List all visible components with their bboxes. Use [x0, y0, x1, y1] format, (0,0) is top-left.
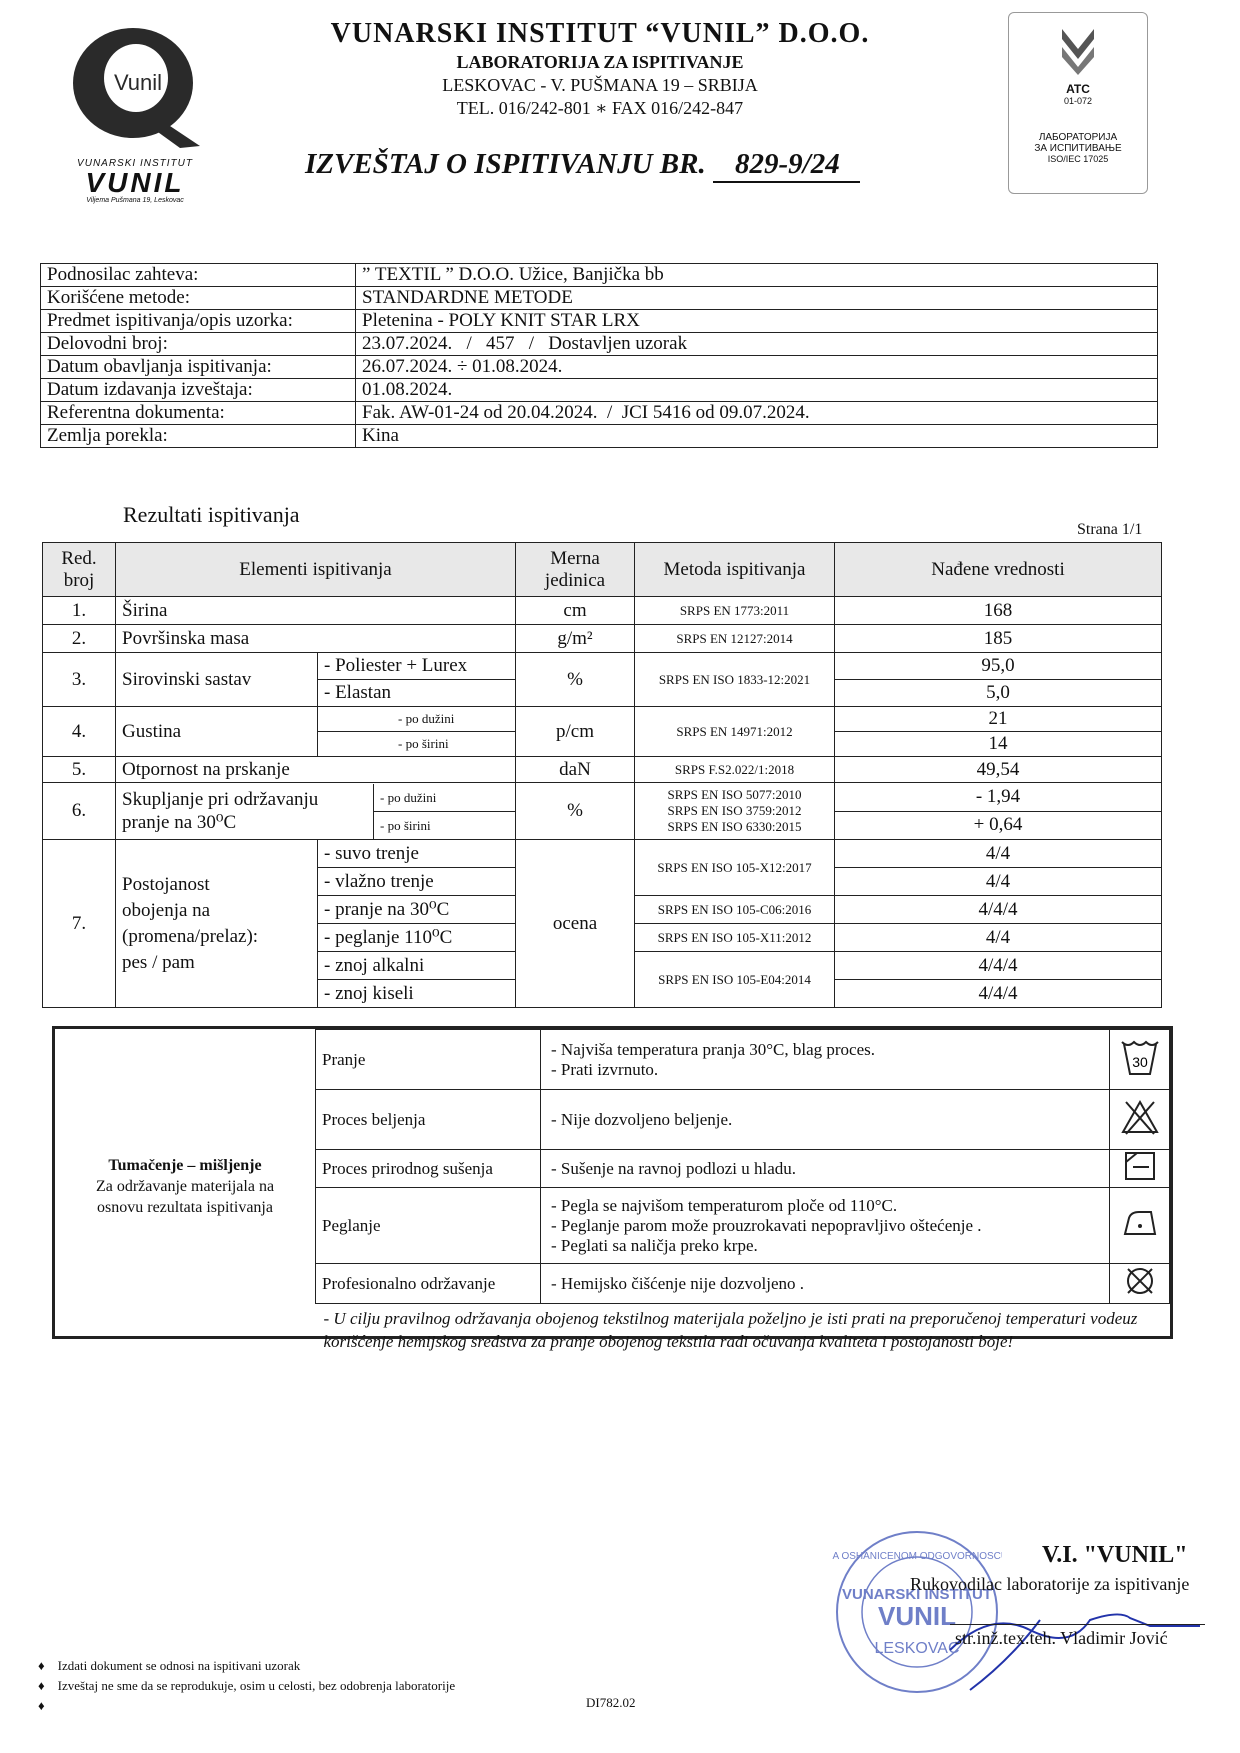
- table-row: [41, 310, 1158, 333]
- signatory-org: V.I. "VUNIL": [1042, 1542, 1188, 1568]
- table-row: [41, 264, 1158, 287]
- table-row: [41, 333, 1158, 356]
- lab-subtitle: LABORATORIJA ZA ISPITIVANJE: [456, 52, 744, 72]
- sub-element: - peglanje 110⁰C: [318, 924, 516, 952]
- unit-cell: cm: [516, 597, 635, 625]
- sub-element: - Elastan: [318, 680, 516, 707]
- value-cell: 4/4/4: [835, 980, 1162, 1008]
- results-heading: Rezultati ispitivanja: [123, 502, 300, 527]
- institute-title: VUNARSKI INSTITUT “VUNIL” D.O.O.: [330, 18, 870, 49]
- care-line: - Sušenje na ravnoj podlozi u hladu.: [541, 1150, 1110, 1188]
- table-row: [316, 1150, 1170, 1188]
- table-row: [316, 1030, 1170, 1090]
- table-row: [43, 625, 1162, 653]
- care-line: - Peglanje parom može prouzrokavati nepopravljivo oštećenje .: [551, 1215, 982, 1235]
- results-rows: [43, 543, 1162, 1008]
- care-table: [315, 1029, 1170, 1356]
- shrinkage-name-line2: pranje na 30⁰C: [122, 811, 237, 833]
- value-cell: 168: [835, 597, 1162, 625]
- report-heading: [305, 148, 860, 183]
- shrinkage-subs: [373, 783, 515, 839]
- stamp-line2: VUNARSKI INSTITUT: [842, 1586, 992, 1603]
- logo-caption: VUNARSKI INSTITUT: [77, 158, 193, 169]
- atc-code: 01-072: [1063, 96, 1093, 106]
- no-bleach-icon: [1110, 1090, 1170, 1150]
- info-value: STANDARDNE METODE: [356, 287, 1158, 310]
- value-cell: 4/4: [835, 868, 1162, 896]
- atc-label: ATC: [1066, 82, 1090, 96]
- document-code: DI782.02: [586, 1695, 636, 1710]
- colorfastness-name-line: Postojanost: [122, 873, 210, 895]
- col-header-unit: Merna jedinica: [516, 543, 635, 597]
- info-label: Datum obavljanja ispitivanja:: [41, 356, 356, 379]
- atc-mark-icon: [1048, 25, 1108, 77]
- table-row: [41, 379, 1158, 402]
- interpretation-block: [55, 1155, 315, 1218]
- value-cell: 4/4: [835, 840, 1162, 868]
- table-row: [43, 653, 1162, 680]
- report-number: 829-9/24: [713, 148, 860, 183]
- method-line: SRPS EN ISO 3759:2012: [667, 803, 802, 818]
- value-cell: 49,54: [835, 757, 1162, 783]
- row-number: 3.: [43, 653, 116, 707]
- lab-address: LESKOVAC - V. PUŠMANA 19 – SRBIJA: [442, 75, 758, 95]
- bullet-icon: ♦: [38, 1678, 45, 1693]
- interpretation-text: osnovu rezultata ispitivanja: [97, 1199, 273, 1216]
- info-value: 26.07.2024. ÷ 01.08.2024.: [356, 356, 1158, 379]
- care-line: - Hemijsko čišćenje nije dozvoljeno .: [541, 1264, 1110, 1304]
- atc-line3: ISO/IEC 17025: [1047, 154, 1109, 164]
- shrinkage-cell: [116, 783, 516, 840]
- table-row: [41, 356, 1158, 379]
- info-value: Pletenina - POLY KNIT STAR LRX: [356, 310, 1158, 333]
- wash-30-icon: [1110, 1030, 1170, 1090]
- info-label: Delovodni broj:: [41, 333, 356, 356]
- value-cell: + 0,64: [835, 811, 1162, 840]
- shrinkage-name-line1: Skupljanje pri održavanju: [122, 788, 319, 810]
- value-cell: 4/4: [835, 924, 1162, 952]
- test-element: [116, 840, 318, 1008]
- report-title: IZVEŠTAJ O ISPITIVANJU BR.: [305, 148, 706, 180]
- footer-item: [38, 1676, 455, 1696]
- footer-text: Izveštaj ne sme da se reprodukuje, osim u celosti, bez odobrenja laboratorije: [57, 1678, 456, 1693]
- shrinkage-inner: [116, 783, 515, 839]
- care-label: Peglanje: [316, 1188, 541, 1264]
- page-indicator: Strana 1/1: [1077, 521, 1143, 538]
- value-cell: 4/4/4: [835, 896, 1162, 924]
- method-cell: SRPS EN ISO 105-C06:2016: [635, 896, 835, 924]
- sub-element: - po širini: [373, 812, 515, 839]
- table-row: [41, 287, 1158, 310]
- colorfastness-name-line: pes / pam: [122, 951, 195, 973]
- signatory-name: str.inž.tex.teh. Vladimir Jović: [955, 1628, 1168, 1648]
- care-rows: [316, 1030, 1170, 1357]
- signature-line: [950, 1624, 1205, 1625]
- table-row: [316, 1188, 1170, 1264]
- info-value: Kina: [356, 425, 1158, 448]
- table-row: [41, 425, 1158, 448]
- value-cell: 4/4/4: [835, 952, 1162, 980]
- value-cell: 95,0: [835, 653, 1162, 680]
- test-element: Otpornost na prskanje: [116, 757, 516, 783]
- footer-item: [38, 1656, 455, 1676]
- info-label: Zemlja porekla:: [41, 425, 356, 448]
- care-instructions: [541, 1188, 1110, 1264]
- table-row: [316, 1090, 1170, 1150]
- care-line: - Pegla se najvišom temperaturom ploče od 110°C.: [551, 1195, 898, 1215]
- sub-element: - suvo trenje: [318, 840, 516, 868]
- unit-cell: %: [516, 783, 635, 840]
- care-note: - U cilju pravilnog održavanja obojenog tekstilnog materijala poželjno je isti prati na preporučenoj temperaturi vodeuz korišćenje hemijskog sredstva za pranje obojenog tekstila radi očuvanja kvaliteta i postojanosti boje!: [323, 1309, 1138, 1351]
- bullet-icon: ♦: [38, 1658, 45, 1673]
- care-section: [52, 1026, 1173, 1351]
- info-value: Fak. AW-01-24 od 20.04.2024. / JCI 5416 od 09.07.2024.: [356, 402, 1158, 425]
- table-row: [316, 1264, 1170, 1304]
- table-row: [316, 1304, 1170, 1357]
- row-number: 6.: [43, 783, 116, 840]
- atc-line1: ЛАБОРАТОРИЈА: [1038, 132, 1118, 143]
- value-cell: - 1,94: [835, 783, 1162, 812]
- method-cell: SRPS EN ISO 105-E04:2014: [635, 952, 835, 1008]
- sub-element: - po dužini: [318, 707, 516, 732]
- info-label: Datum izdavanja izveštaja:: [41, 379, 356, 402]
- table-row: [43, 783, 1162, 812]
- logo-address: Viljema Pušmana 19, Leskovac: [86, 197, 184, 204]
- info-value: ” TEXTIL ” D.O.O. Užice, Banjička bb: [356, 264, 1158, 287]
- care-instructions: [541, 1030, 1110, 1090]
- logo-brand: VUNIL: [85, 167, 185, 198]
- footer-notes: [38, 1656, 455, 1716]
- test-element: Površinska masa: [116, 625, 516, 653]
- unit-cell: g/m²: [516, 625, 635, 653]
- sub-element: - po dužini: [373, 784, 515, 812]
- method-cell: SRPS EN ISO 105-X11:2012: [635, 924, 835, 952]
- care-line: - Peglati sa naličja preko krpe.: [551, 1235, 758, 1255]
- method-cell: SRPS EN 12127:2014: [635, 625, 835, 653]
- footer-text: Izdati dokument se odnosi na ispitivani uzorak: [57, 1658, 301, 1673]
- row-number: 5.: [43, 757, 116, 783]
- method-cell: [635, 783, 835, 840]
- dry-flat-shade-icon: [1110, 1150, 1170, 1188]
- request-info-table: [40, 263, 1158, 448]
- care-line: - Najviša temperatura pranja 30°C, blag proces.: [551, 1039, 876, 1059]
- method-cell: SRPS EN 1773:2011: [635, 597, 835, 625]
- method-cell: SRPS EN ISO 1833-12:2021: [635, 653, 835, 707]
- care-label: Pranje: [316, 1030, 541, 1090]
- sub-element: - Poliester + Lurex: [318, 653, 516, 680]
- row-number: 4.: [43, 707, 116, 757]
- unit-cell: p/cm: [516, 707, 635, 757]
- unit-cell: daN: [516, 757, 635, 783]
- colorfastness-name-line: obojenja na: [122, 899, 211, 921]
- care-line: - Nije dozvoljeno beljenje.: [541, 1090, 1110, 1150]
- test-element: Gustina: [116, 707, 318, 757]
- info-label: Referentna dokumenta:: [41, 402, 356, 425]
- info-value: 23.07.2024. / 457 / Dostavljen uzorak: [356, 333, 1158, 356]
- method-cell: SRPS EN 14971:2012: [635, 707, 835, 757]
- method-line: SRPS EN ISO 6330:2015: [667, 819, 802, 834]
- interpretation-text: Za održavanje materijala na: [95, 1178, 275, 1195]
- value-cell: 5,0: [835, 680, 1162, 707]
- table-row: [43, 597, 1162, 625]
- table-row: [43, 840, 1162, 868]
- method-cell: SRPS EN ISO 105-X12:2017: [635, 840, 835, 896]
- atc-line2: ЗА ИСПИТИВАЊЕ: [1034, 143, 1122, 154]
- unit-cell: ocena: [516, 840, 635, 1008]
- table-row: [41, 402, 1158, 425]
- info-value: 01.08.2024.: [356, 379, 1158, 402]
- stamp-line3: VUNIL: [878, 1601, 956, 1631]
- value-cell: 185: [835, 625, 1162, 653]
- test-element: Širina: [116, 597, 516, 625]
- unit-cell: %: [516, 653, 635, 707]
- interpretation-title: Tumačenje – mišljenje: [108, 1157, 262, 1174]
- col-header-element: Elementi ispitivanja: [116, 543, 516, 597]
- signatory-role: Rukovodilac laboratorije za ispitivanje: [910, 1574, 1190, 1594]
- logo-text: Vunil: [113, 70, 163, 95]
- sub-element: - po širini: [318, 732, 516, 757]
- footer-item: [38, 1696, 455, 1716]
- col-header-value: Nađene vrednosti: [835, 543, 1162, 597]
- test-element: Sirovinski sastav: [116, 653, 318, 707]
- row-number: 7.: [43, 840, 116, 1008]
- care-label: Profesionalno održavanje: [316, 1264, 541, 1304]
- lab-phone: TEL. 016/242-801 ∗ FAX 016/242-847: [456, 98, 744, 118]
- results-table: [42, 542, 1162, 1008]
- sub-element: - znoj alkalni: [318, 952, 516, 980]
- table-row: [43, 707, 1162, 732]
- method-cell: SRPS F.S2.022/1:2018: [635, 757, 835, 783]
- row-number: 1.: [43, 597, 116, 625]
- col-header-no: Red. broj: [43, 543, 116, 597]
- stamp-line4: LESKOVAC: [874, 1640, 960, 1657]
- method-line: SRPS EN ISO 5077:2010: [667, 787, 802, 802]
- care-line: - Prati izvrnuto.: [551, 1059, 659, 1079]
- care-label: Proces beljenja: [316, 1090, 541, 1150]
- colorfastness-name-line: (promena/prelaz):: [122, 925, 259, 947]
- logo: [60, 18, 210, 204]
- table-row: [43, 757, 1162, 783]
- institute-header: [300, 18, 900, 119]
- info-label: Korišćene metode:: [41, 287, 356, 310]
- table-header-row: [43, 543, 1162, 597]
- no-dry-clean-icon: [1110, 1264, 1170, 1304]
- row-number: 2.: [43, 625, 116, 653]
- care-label: Proces prirodnog sušenja: [316, 1150, 541, 1188]
- request-info-rows: [41, 264, 1158, 448]
- sub-element: - pranje na 30⁰C: [318, 896, 516, 924]
- col-header-method: Metoda ispitivanja: [635, 543, 835, 597]
- value-cell: 14: [835, 732, 1162, 757]
- wash-temp-label: 30: [1131, 1054, 1148, 1070]
- test-element: [116, 783, 373, 839]
- value-cell: 21: [835, 707, 1162, 732]
- stamp-line1: SA OSHANICENOM ODGOVORNOSCU: [832, 1551, 1002, 1562]
- info-label: Predmet ispitivanja/opis uzorka:: [41, 310, 356, 333]
- sub-element: - znoj kiseli: [318, 980, 516, 1008]
- vunil-q-logo-icon: [60, 18, 210, 153]
- accreditation-badge: [1008, 12, 1148, 194]
- sub-element: - vlažno trenje: [318, 868, 516, 896]
- info-label: Podnosilac zahteva:: [41, 264, 356, 287]
- bullet-icon: ♦: [38, 1698, 45, 1713]
- iron-low-icon: [1110, 1188, 1170, 1264]
